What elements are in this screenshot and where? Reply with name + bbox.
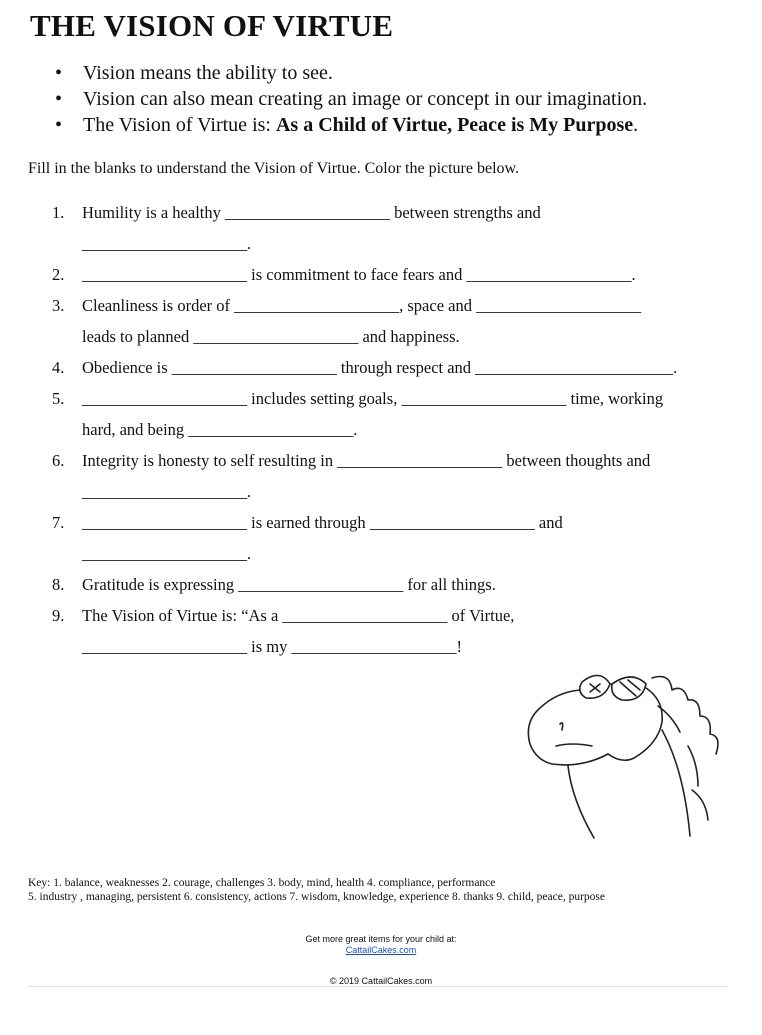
footer-copyright: © 2019 CattailCakes.com — [329, 976, 433, 986]
instructions: Fill in the blanks to understand the Vision of Virtue. Color the picture below. — [28, 160, 520, 177]
bullet-text: Vision means the ability to see. — [83, 62, 333, 84]
answer-key — [28, 876, 605, 904]
footer-promo: Get more great items for your child at: — [305, 934, 457, 944]
question-continuation[interactable]: ____________________ is my ____________________! — [82, 637, 462, 656]
bullet-text: Vision can also mean creating an image or concept in our imagination. — [83, 88, 648, 110]
question-text[interactable]: The Vision of Virtue is: “As a ____________________ of Virtue, — [82, 606, 515, 625]
bullet-item — [55, 60, 647, 86]
question-number: 6. — [52, 451, 65, 470]
bullet-item — [55, 86, 647, 112]
page-title: THE VISION OF VIRTUE — [30, 8, 394, 43]
bullet-text: The Vision of Virtue is: — [83, 114, 276, 136]
question-number: 1. — [52, 203, 65, 222]
question-number: 8. — [52, 575, 65, 594]
question-text[interactable]: Humility is a healthy ____________________ between strengths and — [82, 203, 541, 222]
intro-bullet-list — [55, 60, 647, 138]
question-number: 9. — [52, 606, 65, 625]
question-number: 5. — [52, 389, 65, 408]
question-text[interactable]: Cleanliness is order of ____________________, space and ____________________ — [82, 296, 642, 315]
question-number: 3. — [52, 296, 65, 315]
dinosaur-with-glasses-drawing-icon — [512, 660, 732, 850]
question-continuation[interactable]: ____________________. — [82, 234, 252, 253]
question-text[interactable]: Integrity is honesty to self resulting in ____________________ between thoughts and — [82, 451, 651, 470]
question-text[interactable]: ____________________ is commitment to face fears and ____________________. — [82, 265, 636, 284]
question-continuation[interactable]: leads to planned ____________________ and happiness. — [82, 327, 460, 346]
question-text[interactable]: ____________________ includes setting goals, ____________________ time, working — [82, 389, 664, 408]
footer-divider — [28, 986, 728, 987]
question-text[interactable]: Obedience is ____________________ through respect and ________________________. — [82, 358, 678, 377]
answer-key-line: Key: 1. balance, weaknesses 2. courage, challenges 3. body, mind, health 4. compliance, performance — [28, 877, 496, 889]
answer-key-line: 5. industry , managing, persistent 6. consistency, actions 7. wisdom, knowledge, experience 8. thanks 9. child, peace, purpose — [28, 891, 605, 903]
question-number: 4. — [52, 358, 65, 377]
question-text[interactable]: ____________________ is earned through ____________________ and — [82, 513, 563, 532]
vision-statement: As a Child of Virtue, Peace is My Purpose — [275, 114, 634, 136]
question-continuation[interactable]: ____________________. — [82, 482, 252, 501]
question-continuation[interactable]: hard, and being ____________________. — [82, 420, 358, 439]
question-text[interactable]: Gratitude is expressing ____________________ for all things. — [82, 575, 496, 594]
bullet-item — [55, 112, 647, 138]
bullet-tail: . — [633, 114, 639, 136]
footer-link[interactable]: CattailCakes.com — [345, 945, 417, 955]
question-number: 2. — [52, 265, 65, 284]
question-continuation[interactable]: ____________________. — [82, 544, 252, 563]
question-number: 7. — [52, 513, 65, 532]
